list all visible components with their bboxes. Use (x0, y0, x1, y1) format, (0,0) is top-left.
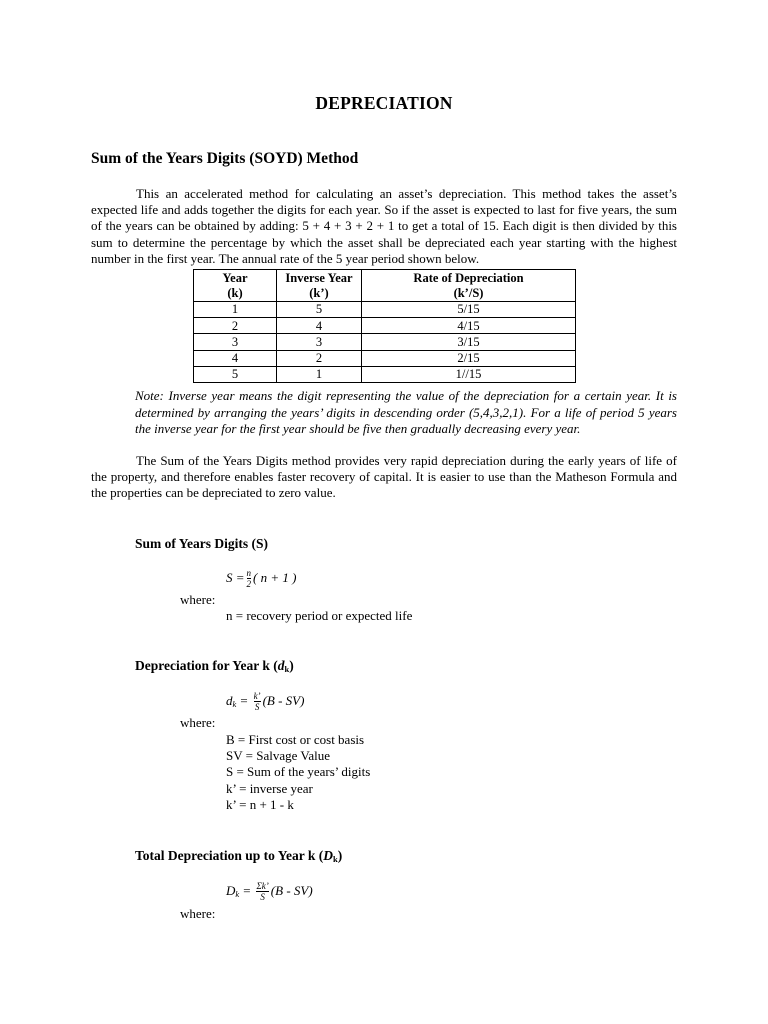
Dk-where: where: (180, 906, 216, 921)
table-cell: 1 (194, 302, 277, 318)
table-cell: 1//15 (362, 366, 576, 382)
definition-item: SV = Salvage Value (226, 748, 330, 764)
section-heading: Sum of the Years Digits (SOYD) Method (91, 150, 359, 167)
header-rate: Rate of Depreciation (k’/S) (362, 270, 576, 302)
dk-definitions (226, 732, 370, 813)
table-cell: 3 (277, 334, 362, 350)
dk-fraction: $\frac{k’}{S}$ (253, 691, 261, 712)
depreciation-rate-table (193, 269, 576, 383)
table-row (194, 302, 576, 318)
table-cell: 5/15 (362, 302, 576, 318)
definition-item: n = recovery period or expected life (226, 608, 413, 623)
intro-paragraph (91, 186, 677, 267)
page-title: DEPRECIATION (315, 93, 453, 113)
table-cell: 3 (194, 334, 277, 350)
Dk-heading: Total Depreciation up to Year k $(D_k)$ (135, 848, 343, 864)
definition-item: k’ = inverse year (226, 780, 313, 796)
soyd-where: where: (180, 592, 216, 607)
soyd-formula: S = $\frac{n}{2}$ ( n + 1 ) (226, 568, 297, 589)
header-year: Year (k) (194, 270, 277, 302)
table-cell: 4 (194, 350, 277, 366)
table-row (194, 334, 576, 350)
table-cell: 1 (277, 366, 362, 382)
table-header-row (194, 270, 576, 302)
table-cell: 4 (277, 318, 362, 334)
table-cell: 3/15 (362, 334, 576, 350)
dk-formula: $d_k$ = $\frac{k’}{S}$ (B - SV) (226, 691, 305, 712)
definition-item: k’ = n + 1 - k (226, 796, 294, 812)
definition-item: B = First cost or cost basis (226, 732, 365, 747)
table-row (194, 318, 576, 334)
table-cell: 5 (194, 366, 277, 382)
second-paragraph (91, 453, 677, 502)
dk-heading: Depreciation for Year k $(d_k)$ (135, 658, 294, 674)
soyd-definitions (226, 608, 412, 624)
table-row (194, 350, 576, 366)
header-inverse-year: Inverse Year (k’) (277, 270, 362, 302)
Dk-fraction: $\frac{\Sigma k’}{S}$ (256, 881, 269, 902)
table-cell: 2 (194, 318, 277, 334)
table-cell: 5 (277, 302, 362, 318)
table-note: Note: Inverse year means the digit representing the value of the depreciation for a certain year. It is determined by arranging the years’ digits in descending order (5,4,3,2,1). For a life of period 5 years the inverse year for the first year should be five then gradually decreasing every year. (135, 388, 677, 436)
second-paragraph-text: The Sum of the Years Digits method provides very rapid depreciation during the early years of life of the property, and therefore enables faster recovery of capital. It is easier to use than the Matheson Formula and the properties can be depreciated to zero value. (91, 453, 677, 501)
table-row (194, 366, 576, 382)
table-cell: 2/15 (362, 350, 576, 366)
intro-paragraph-text: This an accelerated method for calculating an asset’s depreciation. This method takes the asset’s expected life and adds together the digits for each year. So if the asset is expected to last for five years, the sum of the years can be obtained by adding: 5 + 4 + 3 + 2 + 1 to get a total of 15. Each digit is then divided by this sum to determine the percentage by which the asset shall be depreciated each year starting with the highest number in the first year. The annual rate of the 5 year period shown below. (91, 186, 677, 266)
definition-item: S = Sum of the years’ digits (226, 764, 371, 780)
table-cell: 2 (277, 350, 362, 366)
Dk-formula: $D_k$ = $\frac{\Sigma k’}{S}$ (B - SV) (226, 881, 313, 902)
table-cell: 4/15 (362, 318, 576, 334)
soyd-fraction: $\frac{n}{2}$ (246, 568, 252, 589)
soyd-heading: Sum of Years Digits (S) (135, 536, 268, 551)
dk-where: where: (180, 715, 216, 730)
